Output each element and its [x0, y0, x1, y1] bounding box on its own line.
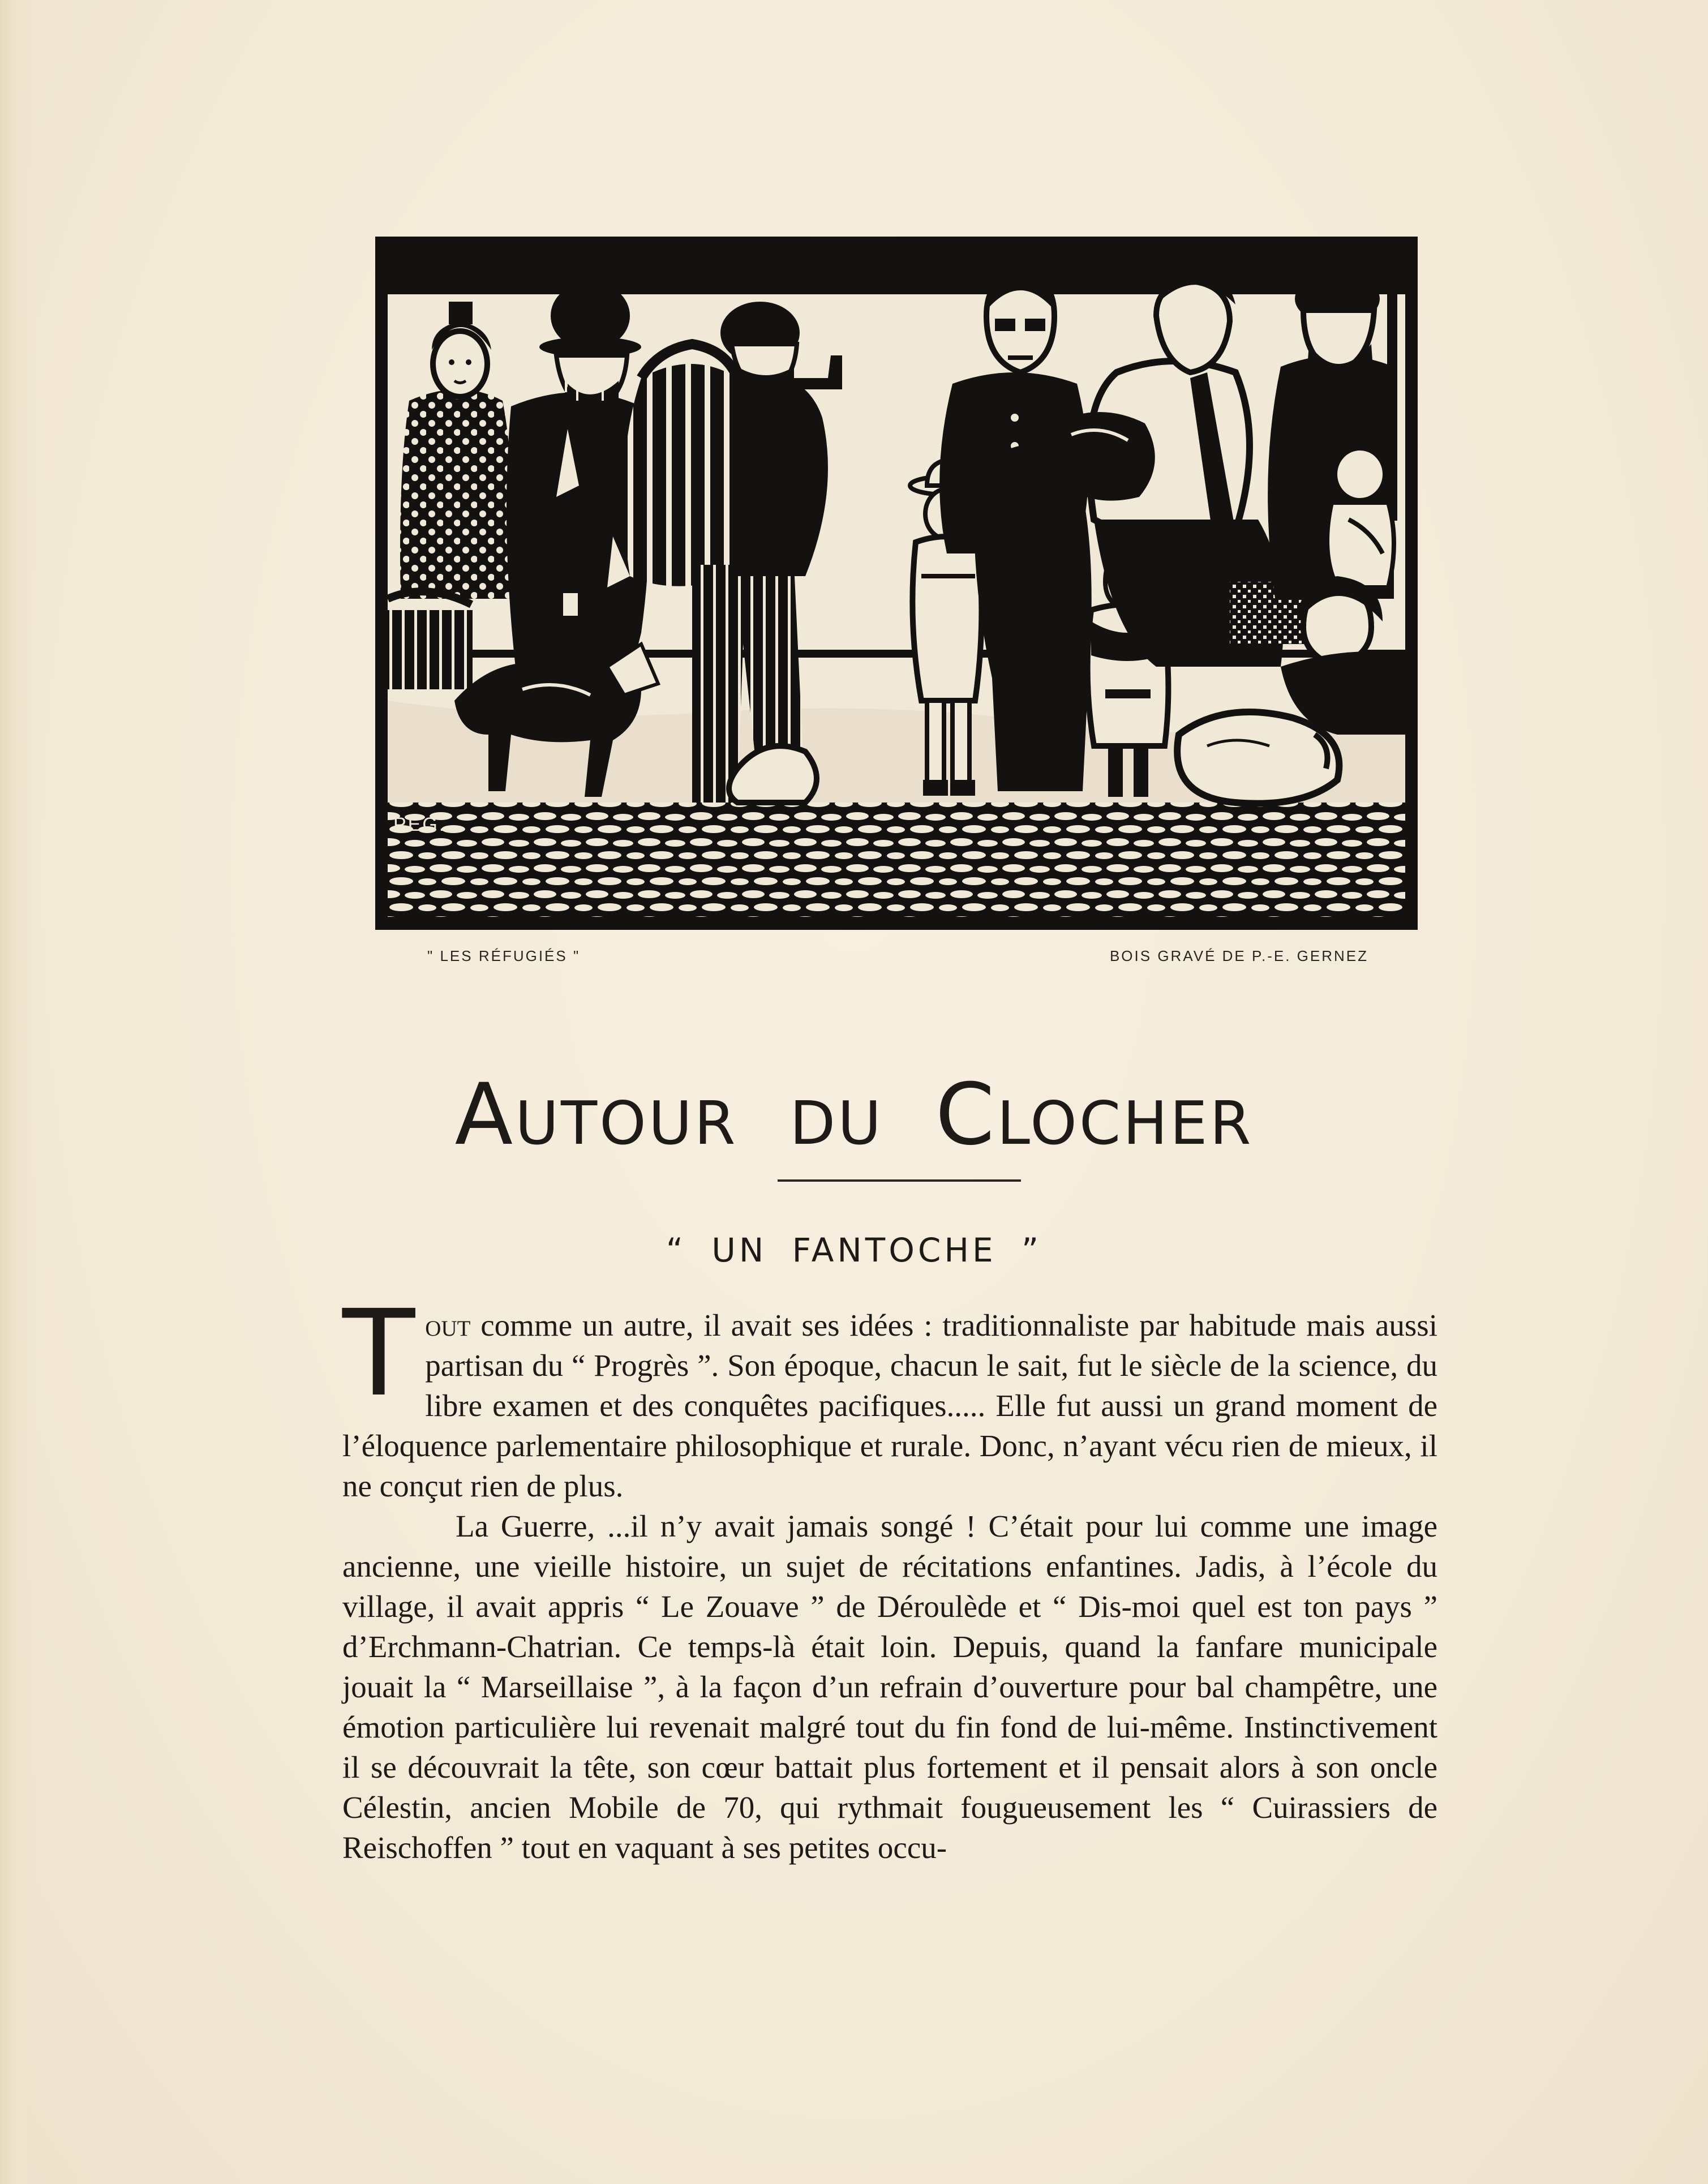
- title-divider: [778, 1179, 1021, 1182]
- article-subtitle: “ UN FANTOCHE ”: [666, 1231, 1042, 1269]
- paragraph-1-text: comme un autre, il avait ses idées : traditionnaliste par habitude mais aussi partisan du “ Progrès ”. Son époque, chacun le sait, fut le siècle de la science, du libre examen et des conquêtes pacifiques..... Elle fut aussi un grand moment de l’éloquence parlementaire philosophique et rurale. Donc, n’ayant vécu rien de mieux, il ne conçut rien de plus.: [342, 1308, 1437, 1503]
- illustration-caption-credit: BOIS GRAVÉ DE P.-E. GERNEZ: [1109, 947, 1368, 964]
- illustration-caption-title: " LES RÉFUGIÉS ": [427, 947, 581, 964]
- drop-cap: T: [342, 1284, 415, 1423]
- article-body: [342, 1284, 1437, 1868]
- page-title: Autour du Clocher: [454, 1066, 1254, 1164]
- paragraph-1: [342, 1284, 1437, 1506]
- first-word-rest: out: [425, 1308, 471, 1342]
- engraver-signature: PEG.: [393, 814, 447, 835]
- woodcut-illustration: [375, 237, 1418, 930]
- paragraph-2: La Guerre, ...il n’y avait jamais songé ! C’était pour lui comme une image ancienne, une vieille histoire, un sujet de récitations enfantines. Jadis, à l’école du village, il avait appris “ Le Zouave ” de Déroulède et “ Dis-moi quel est ton pays ” d’Erchmann-Chatrian. Ce temps-là était loin. Depuis, quand la fanfare municipale jouait la “ Marseillaise ”, à la façon d’un refrain d’ouverture pour bal champêtre, une émotion particulière lui revenait malgré tout du fin fond de lui-même. Instinctivement il se découvrait la tête, son cœur battait plus fortement et il pensait alors à son oncle Célestin, ancien Mobile de 70, qui rythmait fougueusement les “ Cuirassiers de Reischoffen ” tout en vaquant à ses petites occu-: [342, 1509, 1437, 1865]
